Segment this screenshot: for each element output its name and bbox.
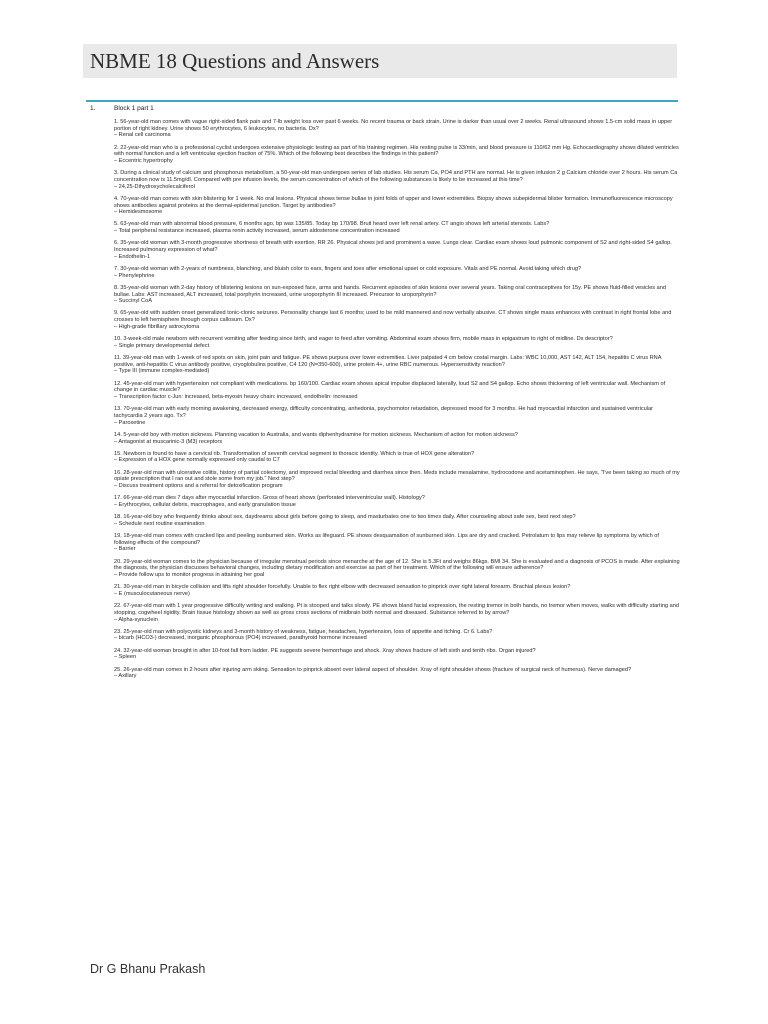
qa-item [114,667,680,680]
question-text: 20. 29-year-old woman comes to the physician because of irregular menstrual periods since menarche at the age of 12. She is 5.3Ft and weighs 86kgs. BMI 34. She is evaluated and a diagnosis of PCOS is made. After explaining the diagnosis, the physician discusses behavioral changes, including dietary modification and exercise as part of her treatment. Which of the following will ensure adherence? [114,558,680,572]
question-text: 2. 22-year-old man who is a professional cyclist undergoes extensive physiologic testing as part of his training regimen. His resting pulse is 33/min, and blood pressure is 110/62 mm Hg. Echocardiography shows dilated ventricles with normal function and a left ventricular ejection fraction of 75%. Which of the following best describes the findings in this patient? [114,144,679,158]
question-text: 17. 66-year-old man dies 7 days after myocardial infarction. Gross of heart shows (perforated interventricular wall). Histology? [114,495,425,502]
question-text: 19. 18-year-old man comes with cracked lips and peeling sunburned skin. Works as lifeguard. PE shows desquamation of sunburned skin. Lips are dry and cracked. Petrolatum to lips may relieve lip symptoms by which of following effects of the compound? [114,533,659,546]
answer-text: – Paroxetine [114,419,146,426]
answer-text: – Spleen [114,654,137,661]
qa-item [114,355,680,375]
qa-item [114,451,680,464]
qa-item [114,629,680,642]
question-text: 21. 30-year-old man in bicycle collision and lifts right shoulder forcefully. Unable to flex right elbow with decreased sensation to pinprick over right lateral forearm. Brachial plexus lesion? [114,584,571,591]
question-text: 12. 45-year-old man with hypertension not compliant with medications. bp 160/100. Cardiac exam shows apical impulse displaced laterally, loud S2 and S4 gallop. Echo shows thickening of left ventricular wall. Mechanism of change in cardiac muscle? [114,380,666,394]
question-text: 5. 63-year-old man with abnormal blood pressure, 6 months ago, bp was 135/85. Today bp 170/98. Bruit heard over left renal artery. CT angio shows left arterial stenosis. Labs? [114,221,550,228]
question-text: 9. 65-year-old with sudden onset generalized tonic-clonic seizures. Personality change last 6 months; used to be mild mannered and now verbally abusive. CT shows single mass enhances with contrast in right frontal lobe and crosses to left hemisphere through corpus callosum. Dx? [114,310,672,324]
question-list [114,119,680,686]
question-text: 16. 28-year-old man with ulcerative colitis, history of partial colectomy, and improved rectal bleeding and diarrhea since then. Meds include mesalamine, hydrocodone and acetaminophen. He says, "I've been taking so much of my opiate prescription that I ran out and stole some from my job." Next step? [114,469,680,483]
answer-text: – Alpha-synuclein [114,616,158,623]
qa-item [114,432,680,445]
answer-text: – Hemidesmosome [114,209,163,216]
question-text: 11. 39-year-old man with 1-week of red spots on skin, joint pain and fatigue. PE shows purpura over lower extremities. Liver palpated 4 cm below costal margin. Labs: WBC 10,000, AST 142, ALT 154, hepatitis C virus RNA positive, anti-hepatitis C virus antibody positive, cryoglobulins positive, C4 120 (N=350-600), urine protein 4+, urine RBC numerous. Hypersensitivity reaction? [114,354,662,368]
answer-text: – Expression of a HOX gene normally expressed only caudal to C7 [114,457,280,464]
qa-item [114,603,680,623]
qa-item [114,240,680,260]
answer-text: – Single primary developmental defect [114,342,210,349]
author-footer: Dr G Bhanu Prakash [90,962,206,976]
answer-text: – Antagonist at muscarinic-3 (M3) receptors [114,438,223,445]
answer-text: – Schedule next routine examination [114,520,205,527]
qa-item [114,559,680,579]
answer-text: – Succinyl CoA [114,298,152,305]
question-text: 13. 70-year-old man with early morning awakening, decreased energy, difficulty concentrating, anhedonia, psychomotor retardation, depressed mood for 3 months. He had myocardial infarction and sustained ventricular tachycardia 2 years ago. Tx? [114,406,653,419]
answer-text: – E (musculocutaneous nerve) [114,590,190,597]
qa-item [114,533,680,553]
qa-item [114,470,680,490]
qa-item [114,514,680,527]
qa-item [114,648,680,661]
qa-item [114,285,680,305]
answer-text: – Endothelin-1 [114,253,151,260]
question-text: 10. 3-week-old male newborn with recurrent vomiting after feeding since birth, and eager to feed after vomiting. Abdominal exam shows firm, mobile mass in epigastrum to right of midline. Dx descriptor? [114,336,613,343]
question-text: 4. 70-year-old man comes with skin blistering for 1 week. No oral lesions. Physical shows tense bullae in joint folds of upper and lower extremities. Biopsy shows subepidermal blister formation. Immunofluorescence microscopy shows antibodies against proteins at the dermal-epidermal junction. Target by antibodies? [114,195,673,209]
question-text: 15. Newborn is found to have a cervical rib. Transformation of seventh cervical segment to thoracic identity. Which is true of HOX gene alteration? [114,450,475,457]
question-text: 14. 5-year-old boy with motion sickness. Planning vacation to Australia, and wants diphenhydramine for motion sickness. Mechanism of action for motion sickness? [114,431,518,438]
qa-item [114,221,680,234]
answer-text: – Axillary [114,673,137,680]
qa-item [114,196,680,216]
answer-text: – Erythrocytes, cellular debris, macrophages, and early granulation tissue [114,501,296,508]
qa-item [114,119,680,139]
qa-item [114,266,680,279]
list-number: 1. [90,105,96,112]
title-divider [86,100,678,102]
answer-text: – Discuss treatment options and a referral for detoxification program [114,483,283,490]
answer-text: – Type III (immune complex-mediated) [114,368,210,375]
question-text: 18. 16-year-old boy who frequently thinks about sex, daydreams about girls before going to sleep, and masturbates one to two times daily. After counseling about safe sex, best next step? [114,514,576,521]
title-bar [83,44,677,78]
qa-item [114,336,680,349]
question-text: 7. 30-year-old woman with 2-years of numbness, blanching, and bluish color to ears, fingers and toes after emotional upset or cold exposure. Vitals and PE normal. Avoid taking which drug? [114,265,582,272]
qa-item [114,584,680,597]
answer-text: – Renal cell carcinoma [114,132,171,139]
qa-item [114,495,680,508]
answer-text: – 24,25-Dihydroxycholecalciferol [114,183,195,190]
question-text: 24. 32-year-old woman brought in after 10-foot fall from ladder. PE suggests severe hemorrhage and shock. Xray shows fracture of left sixth and tenth ribs. Organ injured? [114,647,536,654]
question-text: 8. 35-year-old woman with 2-day history of blistering lesions on sun-exposed face, arms and hands. Recurrent episodes of skin lesions over several years. Taking oral contraceptives for 15y. PE shows fluid-filled vesicles and bullae. Labs: AST increased, ALT increased, total porphyrin increased, urine uroporphyrin III increased. Precursor to uroporphyrin? [114,284,666,298]
answer-text: – Total peripheral resistance increased, plasma renin activity increased, serum aldosterone concentration increased [114,228,400,235]
question-text: 6. 35-year-old woman with 3-month progressive shortness of breath with exertion. RR 26. Physical shows jvd and prominent a wave. Lungs clear. Cardiac exam shows loud pulmonic component of S2 and right-sided S4 gallop. Increased pulmonary expression of what? [114,240,672,254]
qa-item [114,406,680,426]
answer-text: – Phenylephrine [114,272,155,279]
question-text: 23. 25-year-old man with polycystic kidneys and 3-month history of weakness, fatigue, headaches, hypertension, loss of appetite and itching. Cr 6. Labs? [114,628,493,635]
question-text: 3. During a clinical study of calcium and phosphorus metabolism, a 50-year-old man undergoes series of lab studies. His serum Ca, PO4 and PTH are normal. He is given infusion 2 g Calcium chloride over 2 hours. His serum Ca concentration now is 11.5mg/dl. Compared with pre infusion levels, the serum concentration of which of the following substances is likely to be increased at this time? [114,170,678,183]
answer-text: – Provide follow ups to monitor progress in attaining her goal [114,572,265,579]
answer-text: – Barrier [114,546,136,553]
document-title: NBME 18 Questions and Answers [90,49,380,73]
answer-text: – bicarb (HCO3-) decreased, inorganic phosphorous (PO4) increased, parathyroid hormone increased [114,635,367,642]
qa-item [114,145,680,165]
qa-item [114,381,680,401]
qa-item [114,170,680,190]
answer-text: – Transcription factor c-Jun: increased, beta-myosin heavy chain: increased, endothelin: increased [114,394,358,400]
question-text: 25. 26-year-old man comes in 2 hours after injuring arm skiing. Sensation to pinprick absent over lateral aspect of shoulder. Xray of right shoulder shows (fracture of surgical neck of humerus). Nerve damaged? [114,666,632,673]
answer-text: – High-grade fibrillary astrocytoma [114,323,200,330]
answer-text: – Eccentric hypertrophy [114,158,173,165]
question-text: 1. 56-year-old man comes with vague right-sided flank pain and 7-lb weight loss over past 6 weeks. No recent trauma or back strain. Urine is darker than usual over 2 weeks. Renal ultrasound shows 1.5-cm solid mass in upper portion of right kidney. Urine shows 50 erythrocytes, 6 leukocytes, no bacteria. Dx? [114,119,673,132]
section-label: Block 1 part 1 [114,105,154,112]
question-text: 22. 67-year-old man with 1 year progressive difficulty writing and walking. Pt is stooped and talks slowly. PE shows bland facial expression, the resting tremor in both hands, no tremor when moves, walks with difficulty starting and stopping, cogwheel rigidity. Brain tissue histology shown as well as gross cross sections of midbrain both normal and diseased. Substance referred to by arrow? [114,603,679,616]
qa-item [114,310,680,330]
